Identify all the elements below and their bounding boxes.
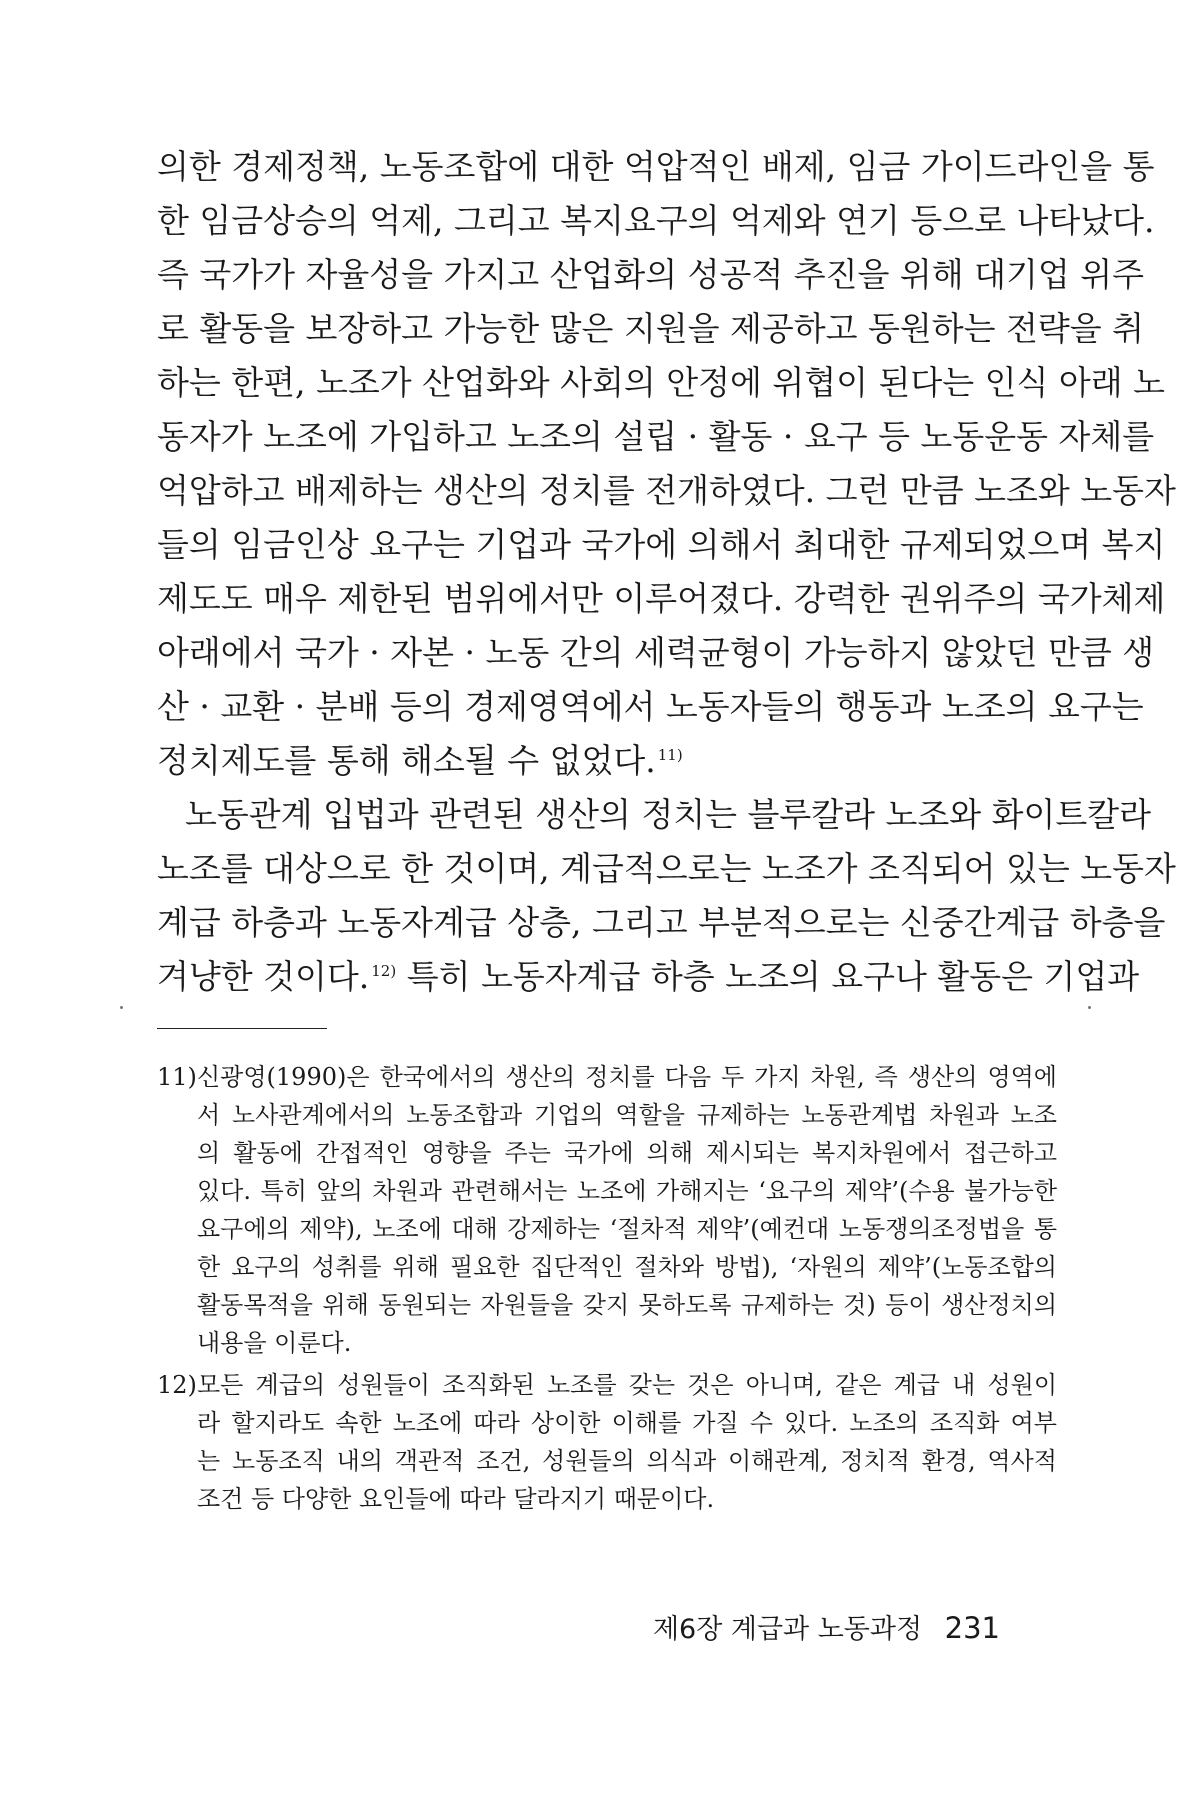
body-line: 의한 경제정책, 노동조합에 대한 억압적인 배제, 임금 가이드라인을 통 <box>157 147 1155 186</box>
footnote-reference-12[interactable]: 12) <box>371 962 397 980</box>
footnote-line: 있다. 특히 앞의 차원과 관련해서는 노조에 가해지는 ‘요구의 제약’(수용 불가능한 <box>197 1177 1057 1205</box>
scan-speck <box>120 1006 123 1009</box>
footnote-12 <box>157 1366 1057 1518</box>
body-line: 산 · 교환 · 분배 등의 경제영역에서 노동자들의 행동과 노조의 요구는 <box>157 687 1144 726</box>
footnote-line: 활동목적을 위해 동원되는 자원들을 갖지 못하도록 규제하는 것) 등이 생산정치의 <box>197 1291 1057 1319</box>
footnote-line: 조건 등 다양한 요인들에 따라 달라지기 때문이다. <box>197 1485 715 1513</box>
body-line: 들의 임금인상 요구는 기업과 국가에 의해서 최대한 규제되었으며 복지 <box>157 525 1166 564</box>
footnote-line: 모든 계급의 성원들이 조직화된 노조를 갖는 것은 아니며, 같은 계급 내 성원이 <box>197 1371 1057 1399</box>
footnote-line: 는 노동조직 내의 객관적 조건, 성원들의 의식과 이해관계, 정치적 환경, 역사적 <box>197 1447 1057 1475</box>
body-line: 노동관계 입법과 관련된 생산의 정치는 블루칼라 노조와 화이트칼라 <box>185 795 1152 834</box>
body-line: 제도도 매우 제한된 범위에서만 이루어졌다. 강력한 권위주의 국가체제 <box>157 579 1166 618</box>
footnote-line: 한 요구의 성취를 위해 필요한 집단적인 절차와 방법), ‘자원의 제약’(노동조합의 <box>197 1253 1057 1281</box>
footnote-number: 12) <box>157 1371 197 1399</box>
body-line: 로 활동을 보장하고 가능한 많은 지원을 제공하고 동원하는 전략을 취 <box>157 309 1144 348</box>
footnote-11 <box>157 1058 1057 1362</box>
body-line-text: 특히 노동자계급 하층 노조의 요구나 활동은 기업과 <box>396 957 1140 996</box>
body-line <box>157 950 1140 1004</box>
footnote-line: 내용을 이룬다. <box>197 1329 352 1357</box>
body-line-text: 겨냥한 것이다. <box>157 957 370 996</box>
paragraph-2 <box>157 788 1176 1004</box>
body-line: 아래에서 국가 · 자본 · 노동 간의 세력균형이 가능하지 않았던 만큼 생 <box>157 633 1155 672</box>
paragraph-1 <box>157 140 1176 788</box>
running-footer-chapter: 제6장 계급과 노동과정 <box>652 1614 923 1645</box>
page-number: 231 <box>944 1611 1000 1645</box>
body-line: 즉 국가가 자율성을 가지고 산업화의 성공적 추진을 위해 대기업 위주 <box>157 255 1144 294</box>
footnote-reference-11[interactable]: 11) <box>657 746 683 764</box>
body-line: 동자가 노조에 가입하고 노조의 설립 · 활동 · 요구 등 노동운동 자체를 <box>157 417 1155 456</box>
footnote-line: 요구에의 제약), 노조에 대해 강제하는 ‘절차적 제약’(예컨대 노동쟁의조정법을 통 <box>197 1215 1057 1243</box>
page-footer <box>653 1608 1000 1650</box>
body-text <box>157 140 1176 1004</box>
footnote-number: 11) <box>157 1063 197 1091</box>
footnote-line: 신광영(1990)은 한국에서의 생산의 정치를 다음 두 가지 차원, 즉 생산의 영역에 <box>197 1063 1057 1091</box>
body-line <box>157 734 1057 788</box>
footnote-text <box>197 1058 1057 1362</box>
body-line-text: 정치제도를 통해 해소될 수 없었다. <box>157 741 656 780</box>
footnotes <box>157 1058 1057 1522</box>
body-line: 노조를 대상으로 한 것이며, 계급적으로는 노조가 조직되어 있는 노동자 <box>157 849 1176 888</box>
footnote-divider <box>157 1028 327 1029</box>
footnote-line: 서 노사관계에서의 노동조합과 기업의 역할을 규제하는 노동관계법 차원과 노조 <box>197 1101 1057 1129</box>
footnote-text <box>197 1366 1057 1518</box>
body-line: 하는 한편, 노조가 산업화와 사회의 안정에 위협이 된다는 인식 아래 노 <box>157 363 1165 402</box>
body-line: 한 임금상승의 억제, 그리고 복지요구의 억제와 연기 등으로 나타났다. <box>157 201 1155 240</box>
footnote-line: 라 할지라도 속한 노조에 따라 상이한 이해를 가질 수 있다. 노조의 조직화 여부 <box>197 1409 1057 1437</box>
footnote-line: 의 활동에 간접적인 영향을 주는 국가에 의해 제시되는 복지차원에서 접근하고 <box>197 1139 1057 1167</box>
body-line: 계급 하층과 노동자계급 상층, 그리고 부분적으로는 신중간계급 하층을 <box>157 903 1166 942</box>
body-line: 억압하고 배제하는 생산의 정치를 전개하였다. 그런 만큼 노조와 노동자 <box>157 471 1176 510</box>
scan-speck <box>1088 1006 1091 1009</box>
